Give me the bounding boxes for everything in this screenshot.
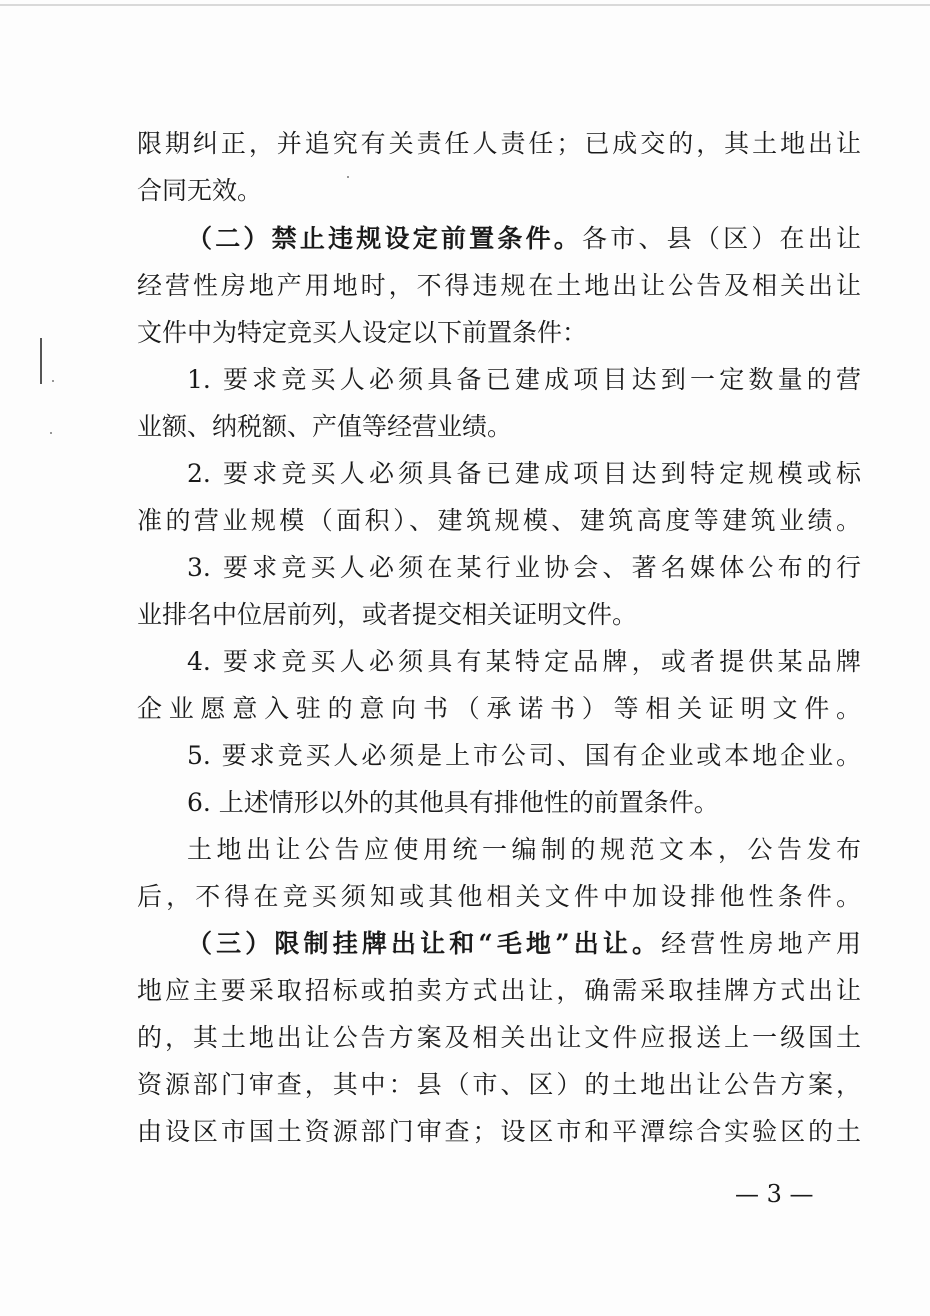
section-heading: （二）禁止违规设定前置条件。	[187, 224, 583, 253]
text-line: 合同无效。	[137, 176, 263, 205]
list-item-line: 4. 要求竞买人必须具有某特定品牌，或者提供某品牌	[187, 647, 861, 676]
text-line: 业排名中位居前列，或者提交相关证明文件。	[137, 600, 638, 629]
text-line-rest: 各市、县（区）在出让	[582, 224, 861, 253]
list-item-line: 1. 要求竞买人必须具备已建成项目达到一定数量的营	[187, 365, 861, 394]
text-line: 地应主要采取招标或拍卖方式出让，确需采取挂牌方式出让	[137, 976, 861, 1005]
text-line-rest: 经营性房地产用	[661, 929, 861, 958]
scan-top-edge	[0, 4, 930, 6]
text-line: 限期纠正，并追究有关责任人责任；已成交的，其土地出让	[137, 129, 861, 158]
text-line: 文件中为特定竞买人设定以下前置条件：	[137, 318, 588, 347]
text-line: 业额、纳税额、产值等经营业绩。	[137, 412, 513, 441]
section-heading-line	[137, 215, 861, 262]
text-line: 资源部门审查，其中：县（市、区）的土地出让公告方案，	[137, 1070, 861, 1099]
body-text	[137, 120, 861, 1155]
scan-speck	[52, 380, 54, 382]
list-item-line: 5. 要求竞买人必须是上市公司、国有企业或本地企业。	[187, 741, 861, 770]
text-line: 经营性房地产用地时，不得违规在土地出让公告及相关出让	[137, 271, 861, 300]
text-line: 企业愿意入驻的意向书（承诺书）等相关证明文件。	[137, 694, 861, 723]
list-item-line: 2. 要求竞买人必须具备已建成项目达到特定规模或标	[187, 459, 861, 488]
scan-speck	[50, 432, 52, 434]
scan-margin-mark	[40, 338, 42, 384]
text-line: 准的营业规模（面积）、建筑规模、建筑高度等建筑业绩。	[137, 506, 861, 535]
text-line: 后，不得在竞买须知或其他相关文件中加设排他性条件。	[137, 882, 861, 911]
list-item-line: 3. 要求竞买人必须在某行业协会、著名媒体公布的行	[187, 553, 861, 582]
text-line: 土地出让公告应使用统一编制的规范文本，公告发布	[187, 835, 861, 864]
list-item-line: 6. 上述情形以外的其他具有排他性的前置条件。	[187, 788, 719, 817]
text-line: 的，其土地出让公告方案及相关出让文件应报送上一级国土	[137, 1023, 861, 1052]
section-heading: （三）限制挂牌出让和“毛地”出让。	[187, 929, 662, 958]
text-line: 由设区市国土资源部门审查；设区市和平潭综合实验区的土	[137, 1117, 861, 1146]
section-heading-line	[137, 920, 861, 967]
page-number: — 3 —	[735, 1180, 814, 1208]
